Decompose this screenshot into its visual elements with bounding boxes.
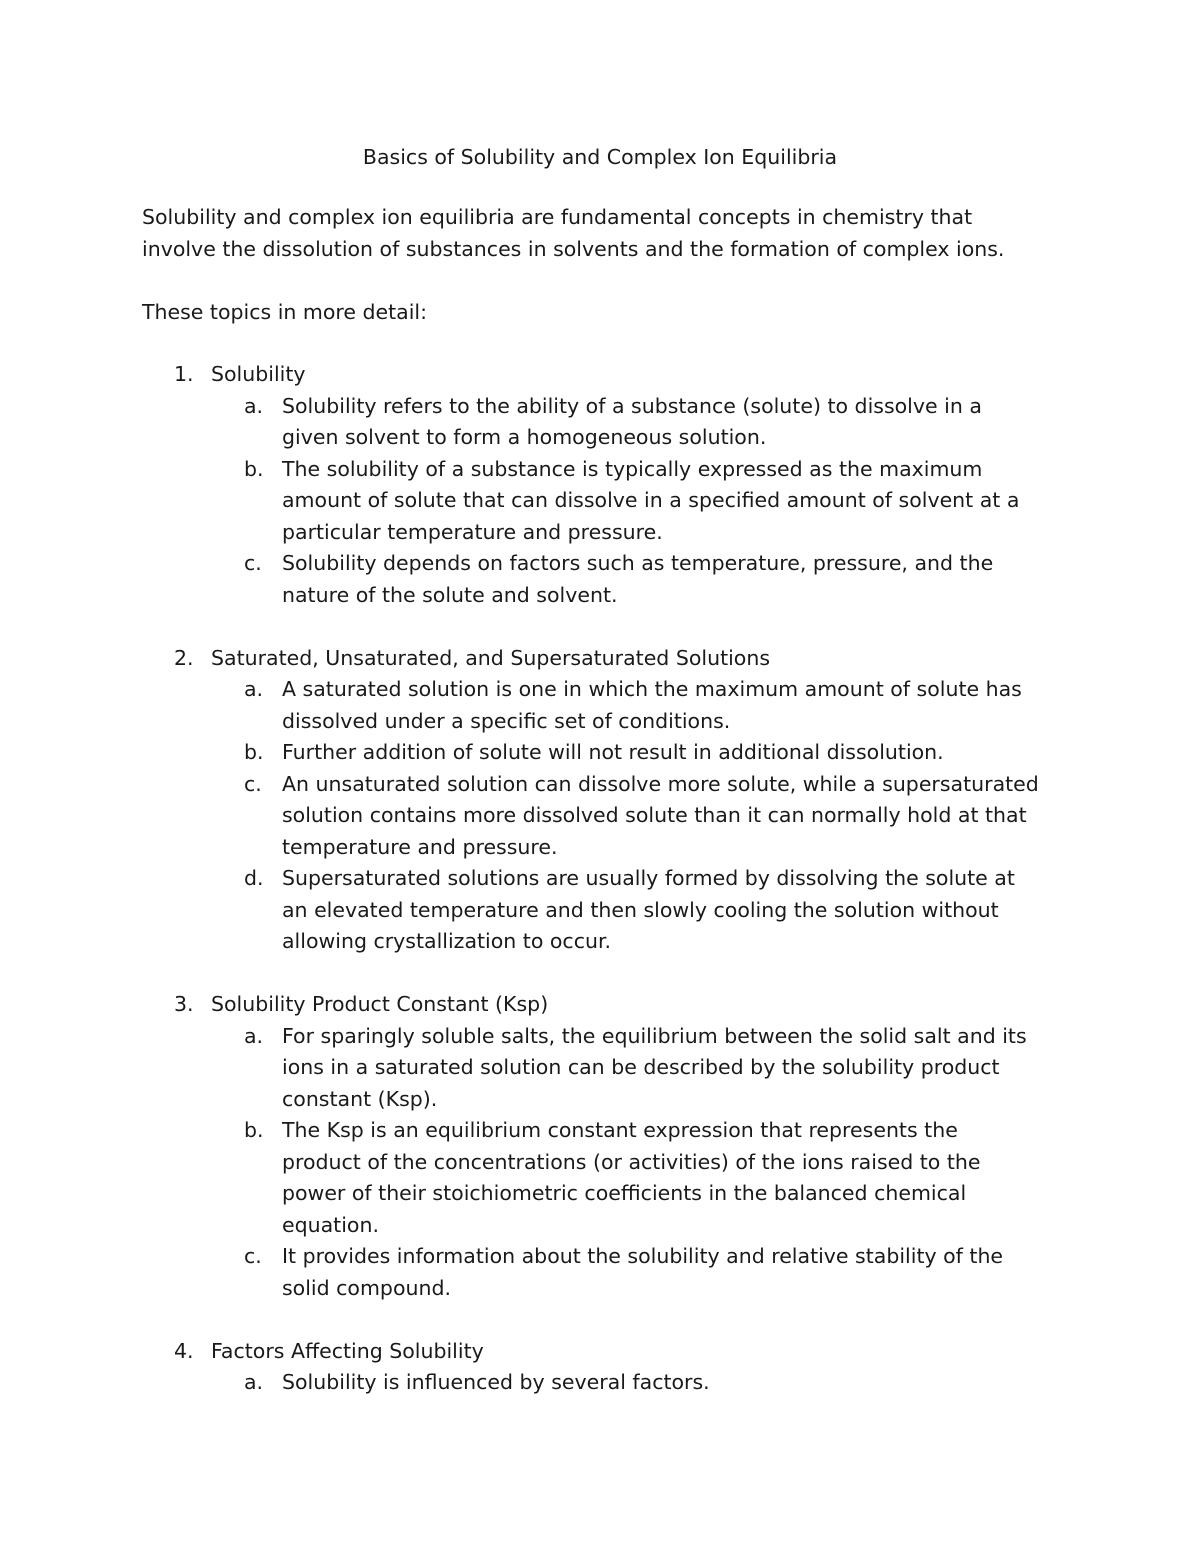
- section-heading: [0, 989, 1200, 1021]
- list-item-letter: c.: [244, 771, 262, 796]
- list-item-letter: c.: [244, 1244, 262, 1268]
- list-item-letter: d.: [244, 866, 264, 890]
- section-title: Saturated, Unsaturated, and Supersaturated Solutions: [211, 645, 771, 670]
- list-item-text: [282, 863, 1072, 958]
- list-item: [0, 391, 1200, 454]
- section-heading: [0, 643, 1200, 675]
- list-item-letter: b.: [244, 1118, 264, 1142]
- list-item-line: The Ksp is an equilibrium constant expression that represents the: [282, 1118, 958, 1142]
- list-item-line: Further addition of solute will not result in additional dissolution.: [282, 740, 944, 764]
- list-item-line: an elevated temperature and then slowly cooling the solution without: [282, 897, 999, 922]
- list-item-text: [282, 1021, 1072, 1116]
- list-item: [0, 1021, 1200, 1116]
- list-item: [0, 1241, 1200, 1304]
- list-item: [0, 863, 1200, 958]
- list-item: [0, 548, 1200, 611]
- list-item-text: [282, 769, 1072, 864]
- list-item-letter: c.: [244, 551, 262, 575]
- list-item-line: power of their stoichiometric coefficients in the balanced chemical: [282, 1181, 967, 1205]
- list-item-text: [282, 548, 1072, 611]
- sections-list: [0, 359, 1200, 1430]
- list-item: [0, 737, 1200, 769]
- list-item-letter: b.: [244, 740, 264, 764]
- list-item-text: [282, 674, 1072, 737]
- list-item: [0, 454, 1200, 549]
- section: [0, 643, 1200, 958]
- section-number: 1.: [174, 362, 194, 386]
- list-item-line: particular temperature and pressure.: [282, 519, 663, 544]
- list-item-line: product of the concentrations (or activities) of the ions raised to the: [282, 1149, 981, 1174]
- list-item-text: [282, 454, 1072, 549]
- section: [0, 989, 1200, 1304]
- list-item-line: An unsaturated solution can dissolve more solute, while a supersaturated: [282, 771, 1039, 796]
- list-item-line: It provides information about the solubility and relative stability of the: [282, 1244, 1004, 1268]
- list-item-line: dissolved under a specific set of conditions.: [282, 708, 731, 733]
- section-title: Solubility: [211, 362, 306, 386]
- intro-line: involve the dissolution of substances in solvents and the formation of complex ions.: [142, 236, 1005, 261]
- list-item-text: [282, 737, 1072, 769]
- list-item-letter: a.: [244, 393, 264, 418]
- list-item-line: A saturated solution is one in which the maximum amount of solute has: [282, 677, 1022, 701]
- section-heading: [0, 359, 1200, 391]
- list-item: [0, 769, 1200, 864]
- list-item: [0, 674, 1200, 737]
- list-item-letter: a.: [244, 677, 264, 701]
- section-number: 2.: [174, 645, 194, 670]
- section-title: Solubility Product Constant (Ksp): [211, 992, 549, 1016]
- list-item-line: Supersaturated solutions are usually formed by dissolving the solute at: [282, 866, 1015, 890]
- list-item-line: allowing crystallization to occur.: [282, 929, 612, 953]
- list-item-text: [282, 1241, 1072, 1304]
- list-item-line: For sparingly soluble salts, the equilibrium between the solid salt and its: [282, 1023, 1027, 1048]
- list-item-line: amount of solute that can dissolve in a specified amount of solvent at a: [282, 488, 1020, 512]
- intro-line: Solubility and complex ion equilibria are fundamental concepts in chemistry that: [142, 205, 973, 229]
- list-item-line: temperature and pressure.: [282, 834, 558, 859]
- list-item-letter: a.: [244, 1023, 264, 1048]
- list-item-line: given solvent to form a homogeneous solution.: [282, 425, 767, 449]
- list-item-line: Solubility depends on factors such as temperature, pressure, and the: [282, 551, 994, 575]
- intro-paragraph: [142, 202, 1062, 265]
- list-item-line: solid compound.: [282, 1275, 451, 1300]
- list-item-text: [282, 391, 1072, 454]
- lead-text: These topics in more detail:: [142, 300, 428, 324]
- section-number: 3.: [174, 992, 194, 1016]
- list-item: [0, 1115, 1200, 1241]
- list-item-line: constant (Ksp).: [282, 1086, 438, 1111]
- section-heading: [0, 1336, 1200, 1368]
- list-item-line: Solubility refers to the ability of a substance (solute) to dissolve in a: [282, 393, 982, 418]
- list-item-line: nature of the solute and solvent.: [282, 582, 618, 607]
- section-number: 4.: [174, 1338, 194, 1363]
- list-item-line: equation.: [282, 1212, 379, 1237]
- list-item-letter: a.: [244, 1370, 264, 1394]
- section: [0, 359, 1200, 611]
- list-item-line: The solubility of a substance is typically expressed as the maximum: [282, 456, 983, 481]
- list-item-line: solution contains more dissolved solute than it can normally hold at that: [282, 803, 1027, 827]
- section-title: Factors Affecting Solubility: [211, 1338, 484, 1363]
- list-item: [0, 1367, 1200, 1399]
- section: [0, 1336, 1200, 1399]
- document-title: Basics of Solubility and Complex Ion Equilibria: [362, 145, 838, 169]
- list-item-text: [282, 1367, 1072, 1399]
- list-item-line: Solubility is influenced by several factors.: [282, 1370, 710, 1394]
- list-item-text: [282, 1115, 1072, 1241]
- list-item-line: ions in a saturated solution can be described by the solubility product: [282, 1055, 1000, 1079]
- list-item-letter: b.: [244, 456, 264, 481]
